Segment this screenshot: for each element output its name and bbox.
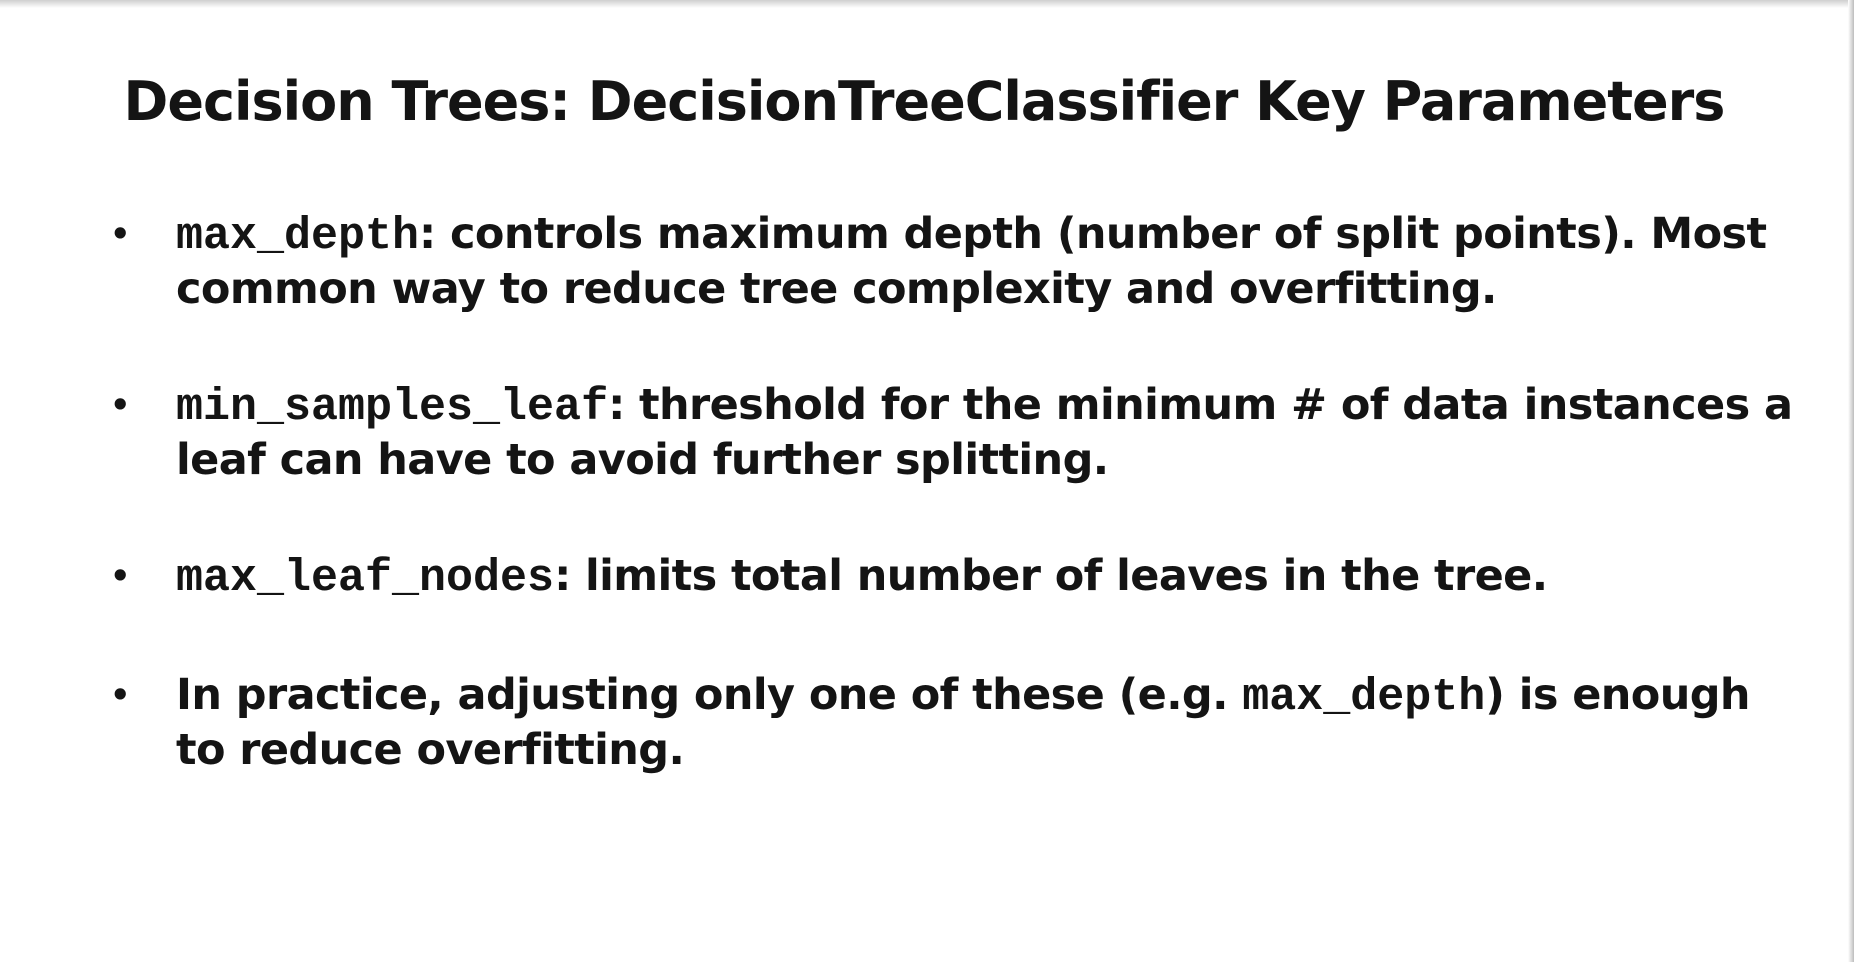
right-edge [1848,0,1854,962]
code-max-depth-example: max_depth [1242,672,1486,723]
top-shadow [0,0,1854,8]
bullet-max-leaf-nodes [104,550,1804,605]
slide-title: Decision Trees: DecisionTreeClassifier Key Parameters [123,70,1725,134]
bullet-text: : controls maximum depth (number of split points). Most common way to reduce tree complexity and overfitting. [176,209,1767,314]
bullet-icon: • [110,215,130,253]
bullet-icon: • [110,676,130,714]
bullet-icon: • [110,557,130,595]
bullet-max-depth [104,208,1804,315]
code-max-leaf-nodes: max_leaf_nodes [176,553,555,604]
bullet-text-before: In practice, adjusting only one of these (e.g. [176,670,1243,720]
code-min-samples-leaf: min_samples_leaf [176,382,609,433]
bullet-text: : limits total number of leaves in the tree. [554,551,1548,601]
bullet-text-after: ) is enough to reduce overfitting. [176,670,1750,775]
code-max-depth: max_depth [176,211,420,262]
bullet-list [104,208,1804,840]
bullet-min-samples-leaf [104,379,1804,486]
bullet-in-practice [104,669,1804,776]
bullet-text: : threshold for the minimum # of data instances a leaf can have to avoid further splitting. [176,380,1793,485]
bullet-icon: • [110,386,130,424]
